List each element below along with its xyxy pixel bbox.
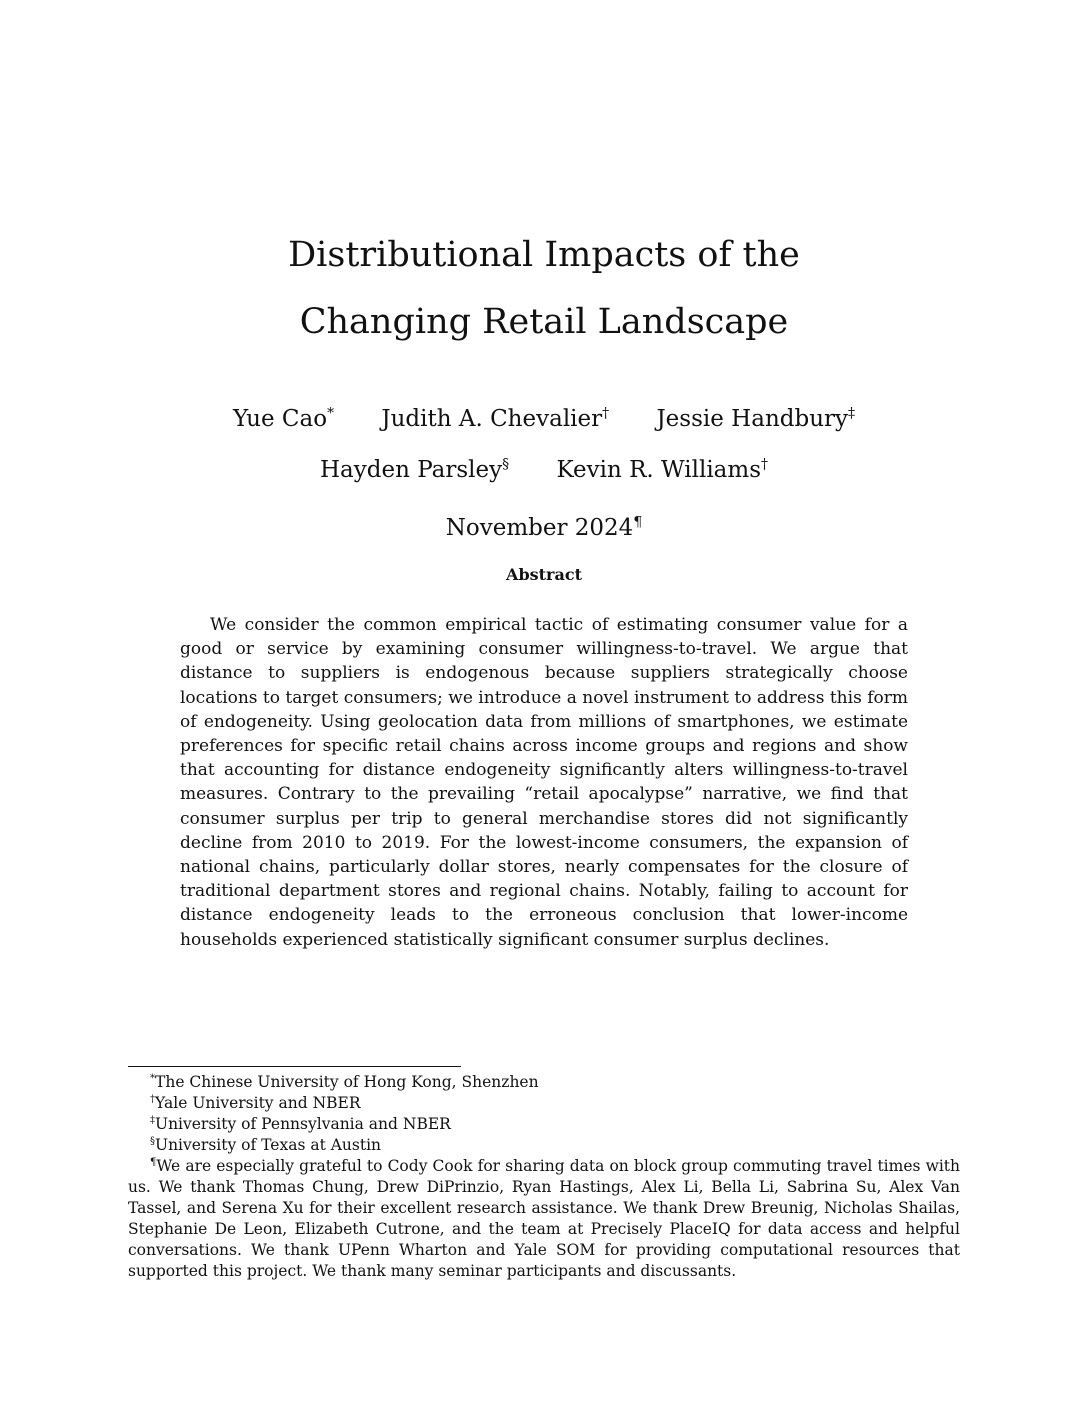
author-footnote-mark: † bbox=[602, 405, 610, 422]
footnote-5 bbox=[128, 1156, 960, 1282]
footnote-text: The Chinese University of Hong Kong, Shenzhen bbox=[155, 1073, 539, 1091]
author-footnote-mark: ‡ bbox=[848, 405, 855, 422]
footnote-mark: § bbox=[150, 1135, 155, 1147]
footnote-3 bbox=[128, 1114, 960, 1135]
author-name: Judith A. Chevalier bbox=[381, 406, 603, 432]
author-name: Kevin R. Williams bbox=[556, 457, 762, 483]
footnote-text: University of Pennsylvania and NBER bbox=[155, 1115, 451, 1133]
author-chevalier bbox=[381, 404, 609, 434]
author-handbury bbox=[656, 404, 855, 434]
author-cao bbox=[233, 404, 334, 434]
footnote-mark: ‡ bbox=[150, 1114, 155, 1126]
footnote-2 bbox=[128, 1093, 960, 1114]
paper-title bbox=[0, 222, 1088, 356]
author-name: Jessie Handbury bbox=[656, 406, 848, 432]
author-row-2 bbox=[0, 455, 1088, 485]
footnote-divider bbox=[128, 1066, 461, 1067]
author-row-1 bbox=[0, 404, 1088, 434]
title-line-1: Distributional Impacts of the bbox=[288, 235, 800, 275]
author-footnote-mark: * bbox=[327, 405, 335, 422]
footnote-4 bbox=[128, 1135, 960, 1156]
date-text: November 2024 bbox=[445, 515, 634, 541]
author-parsley bbox=[320, 455, 509, 485]
footnote-mark: * bbox=[150, 1072, 155, 1084]
date-footnote-mark: ¶ bbox=[633, 514, 643, 531]
author-williams bbox=[556, 455, 768, 485]
author-name: Yue Cao bbox=[232, 406, 328, 432]
footnote-mark: † bbox=[150, 1093, 155, 1105]
abstract-heading: Abstract bbox=[506, 565, 582, 584]
title-line-2: Changing Retail Landscape bbox=[299, 302, 789, 342]
publication-date bbox=[0, 513, 1088, 543]
abstract-body: We consider the common empirical tactic of estimating consumer value for a good or service by examining consumer willingness-to-travel. We argue that distance to suppliers is endogenous because suppliers strategically choose locations to target consumers; we introduce a novel instrument to address this form of endogeneity. Using geolocation data from millions of smartphones, we estimate preferences for specific retail chains across income groups and regions and show that accounting for distance endogeneity significantly alters willingness-to-travel measures. Contrary to the prevailing “retail apocalypse” narrative, we find that consumer surplus per trip to general merchandise stores did not significantly decline from 2010 to 2019. For the lowest-income consumers, the expansion of national chains, particularly dollar stores, nearly compensates for the closure of traditional department stores and regional chains. Notably, failing to account for distance endogeneity leads to the erroneous conclusion that lower-income households experienced statistically significant consumer surplus declines. bbox=[180, 615, 908, 950]
author-footnote-mark: † bbox=[761, 456, 769, 473]
footnote-mark: ¶ bbox=[150, 1156, 157, 1168]
footnote-1 bbox=[128, 1072, 960, 1093]
author-footnote-mark: § bbox=[502, 456, 510, 473]
author-name: Hayden Parsley bbox=[319, 457, 503, 483]
footnote-text: Yale University and NBER bbox=[155, 1094, 361, 1112]
footnote-text: University of Texas at Austin bbox=[155, 1136, 382, 1154]
footnotes bbox=[128, 1072, 960, 1282]
footnote-text: We are especially grateful to Cody Cook for sharing data on block group commuting travel times with us. We thank Thomas Chung, Drew DiPrinzio, Ryan Hastings, Alex Li, Bella Li, Sabrina Su, Alex Van Tassel, and Serena Xu for their excellent research assistance. We thank Drew Breunig, Nicholas Shailas, Stephanie De Leon, Elizabeth Cutrone, and the team at Precisely PlaceIQ for data access and helpful conversations. We thank UPenn Wharton and Yale SOM for providing computational resources that supported this project. We thank many seminar participants and discussants. bbox=[128, 1157, 960, 1280]
